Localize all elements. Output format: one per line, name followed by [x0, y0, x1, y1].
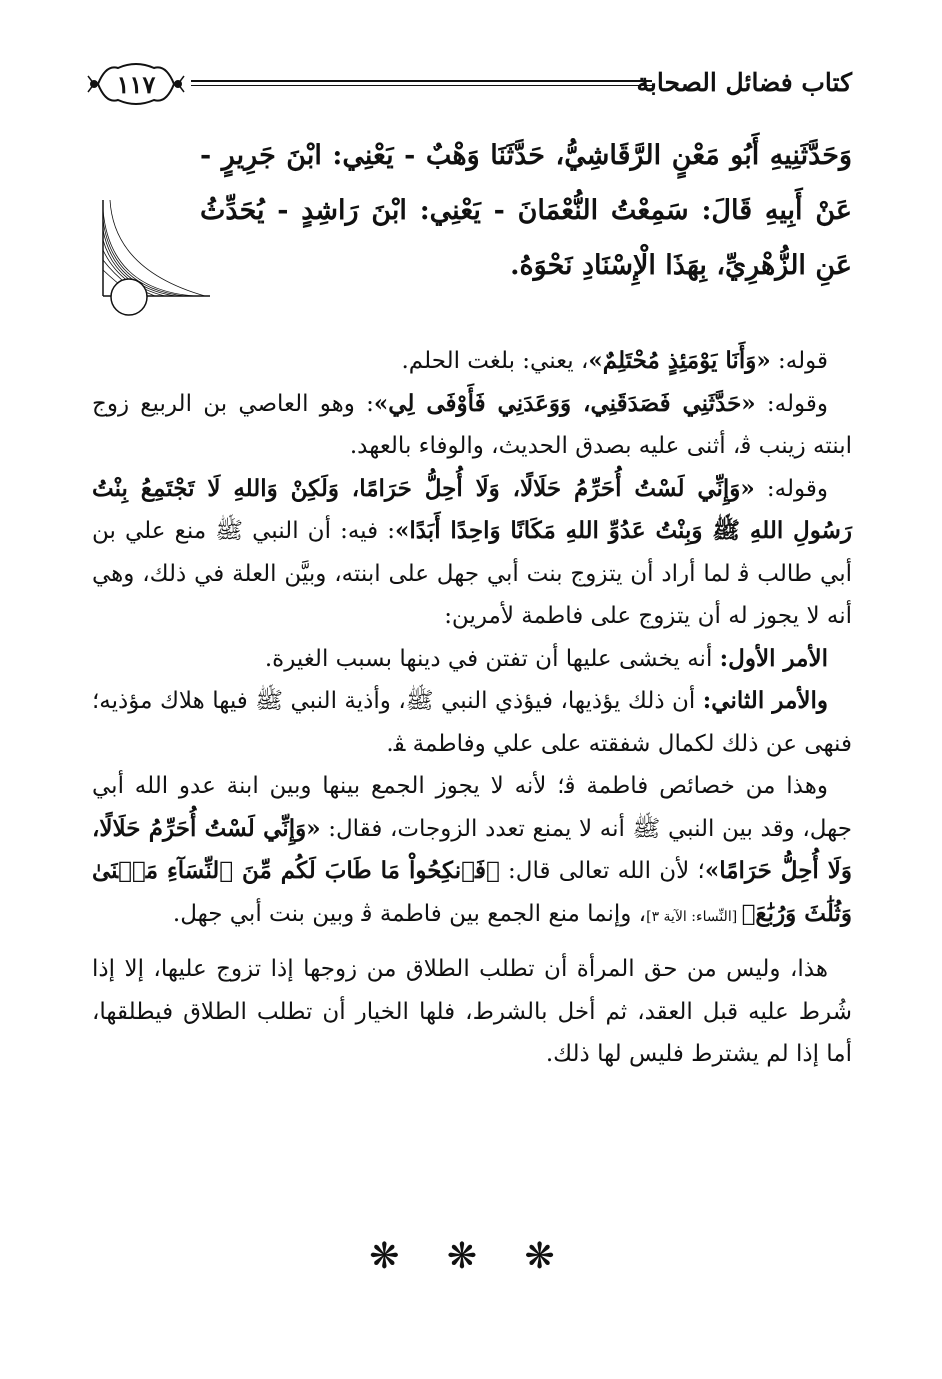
section-separator: ❋ ❋ ❋	[369, 1236, 573, 1277]
commentary	[92, 340, 852, 1076]
paragraph-lead: وقوله:	[755, 390, 828, 417]
paragraph-text: أنه يخشى عليها أن تفتن في دينها بسبب الغيرة.	[264, 645, 720, 672]
paragraph-lead: وقوله:	[754, 475, 829, 502]
paragraph-text: وهذا من خصائص فاطمة ﭬ؛ لأنه لا يجوز الجمع بينها وبين ابنة عدو الله أبي جهل، وقد بين النبي ﷺ أنه لا يمنع تعدد الزوجات، فقال:	[92, 773, 852, 842]
header-rule	[191, 80, 652, 86]
page-header	[86, 58, 852, 114]
hadith-quote: «حَدَّثَنِي فَصَدَقَنِي، وَوَعَدَنِي فَأَوْفَى لِي»	[373, 389, 756, 417]
paragraph-2	[92, 383, 852, 468]
corner-ornament-icon	[100, 200, 210, 320]
hadith-text: وَحَدَّثَنِيهِ أَبُو مَعْنٍ الرَّقَاشِيُّ، حَدَّثَنَا وَهْبٌ - يَعْنِي: ابْنَ جَرِيرٍ - عَنْ أَبِيهِ قَالَ: سَمِعْتُ النُّعْمَانَ - يَعْنِي: ابْنَ رَاشِدٍ - يُحَدِّثُ عَنِ الزُّهْرِيِّ، بِهَذَا الْإِسْنَادِ نَحْوَهُ.	[200, 140, 852, 281]
book-title: كتاب فضائل الصحابة	[636, 68, 852, 97]
paragraph-1	[92, 340, 852, 383]
paragraph-4	[92, 638, 852, 681]
paragraph-text: أن ذلك يؤذيها، فيؤذي النبي ﷺ، وأذية النبي ﷺ فيها هلاك مؤذيه؛ فنهى عن ذلك لكمال شفقته على علي وفاطمة ﭭ.	[92, 688, 852, 757]
hadith-quote: «وَإِنِّي لَسْتُ أُحَرِّمُ حَلَالًا، وَلَا أُحِلُّ حَرَامًا، وَلَكِنْ وَاللهِ لَا تَجْتَمِعُ بِنْتُ رَسُولِ اللهِ ﷺ وَبِنْتُ عَدُوِّ اللهِ مَكَانًا وَاحِدًا أَبَدًا»	[92, 474, 853, 544]
hadith-quote: «وَأَنَا يَوْمَئِذٍ مُحْتَلِمٌ»	[588, 347, 771, 374]
paragraph-text: ؛ لأن الله تعالى قال:	[499, 858, 705, 884]
paragraph-7: هذا، وليس من حق المرأة أن تطلب الطلاق من زوجها إذا تزوج عليها، إلا إذا شُرط عليه قبل العقد، ثم أخل بالشرط، فلها الخيار أن تطلب الطلاق فيطلقها، أما إذا لم يشترط فليس لها ذلك.	[92, 956, 852, 1067]
paragraph-text: ، يعني: بلغت الحلم.	[401, 348, 589, 374]
point-label: والأمر الثاني:	[702, 687, 828, 714]
paragraph-text: : وهو العاصي بن الربيع زوج ابنته زينب ﭬ، أثنى عليه بصدق الحديث، والوفاء بالعهد.	[92, 390, 852, 459]
verse-reference: [النِّساء: الآية ٣]	[646, 908, 742, 925]
page-number-frame	[86, 58, 186, 110]
paragraph-3	[92, 468, 852, 638]
hadith-quote: «وَإِنِّي لَسْتُ أُحَرِّمُ حَلَالًا، وَلَا أُحِلُّ حَرَامًا»	[92, 814, 852, 884]
quran-verse: ﴿فَٱنكِحُواْ مَا طَابَ لَكُم مِّنَ ٱلنِّسَآءِ مَثۡنَىٰ وَثُلَٰثَ وَرُبَٰعَ﴾	[92, 857, 852, 927]
paragraph-text: ، وإنما منع الجمع بين فاطمة ﭬ وبين بنت أبي جهل.	[172, 900, 647, 927]
point-label: الأمر الأول:	[719, 644, 828, 672]
paragraph-lead: قوله:	[770, 348, 828, 374]
paragraph-5	[92, 680, 852, 765]
paragraph-6	[92, 765, 852, 938]
paragraph-text: : فيه: أن النبي ﷺ منع علي بن أبي طالب ﭬ لما أراد أن يتزوج بنت أبي جهل على ابنته، وبيَّن العلة في ذلك، وهي أنه لا يجوز له أن يتزوج على فاطمة لأمرين:	[92, 518, 852, 629]
page-number: ١١٧	[116, 70, 156, 99]
